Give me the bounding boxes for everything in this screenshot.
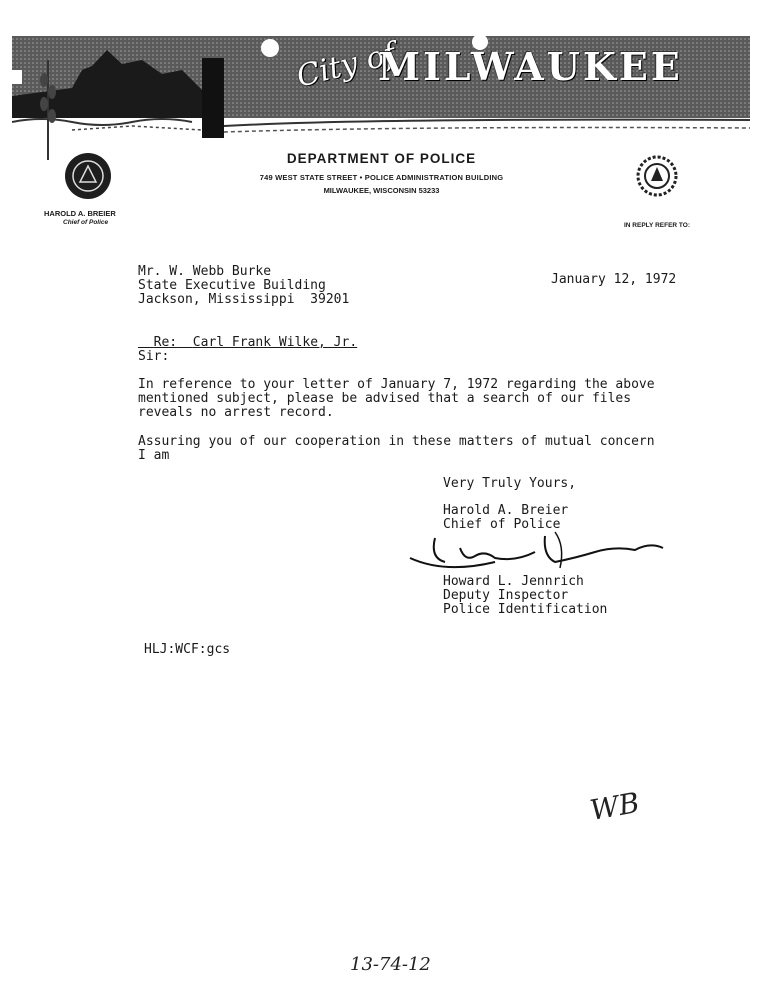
recipient-line: Jackson, Mississippi 39201 [138, 292, 350, 307]
handwritten-signature [405, 528, 670, 576]
closing: Very Truly Yours, [443, 476, 577, 491]
signer-block [443, 575, 607, 617]
signer-line: Howard L. Jennrich [443, 574, 584, 589]
re-line [138, 322, 357, 350]
body-paragraph-2 [138, 435, 655, 463]
chief-name: HAROLD A. BREIER [44, 209, 116, 218]
address-line-2: MILWAUKEE, WISCONSIN 53233 [323, 186, 440, 195]
body-paragraph-1 [138, 378, 655, 420]
refer-to-label: IN REPLY REFER TO: [624, 222, 690, 229]
recipient-line: State Executive Building [138, 278, 326, 293]
signatory-line: Chief of Police [443, 517, 561, 532]
recipient-address [138, 265, 349, 307]
paragraph-line: reveals no arrest record. [138, 405, 334, 420]
re-label: Re: [153, 335, 178, 350]
re-subject: Carl Frank Wilke, Jr. [192, 335, 358, 350]
paragraph-line: I am [138, 448, 170, 463]
signer-line: Deputy Inspector [443, 588, 569, 603]
address-line-1: 749 WEST STATE STREET • POLICE ADMINISTRATION BUILDING [259, 173, 504, 182]
paragraph-line: mentioned subject, please be advised that a search of our files [138, 391, 632, 406]
paragraph-line: In reference to your letter of January 7, 1972 regarding the above [138, 377, 655, 392]
signer-line: Police Identification [443, 602, 608, 617]
department-heading: DEPARTMENT OF POLICE [286, 151, 477, 166]
paragraph-line: Assuring you of our cooperation in these matters of mutual concern [138, 434, 655, 449]
handwritten-initials: WB [587, 785, 642, 828]
wheat-icon [38, 60, 58, 160]
chief-title: Chief of Police [63, 219, 109, 226]
signatory-line: Harold A. Breier [443, 503, 569, 518]
recipient-line: Mr. W. Webb Burke [138, 264, 272, 279]
salutation: Sir: [138, 349, 170, 364]
letter-date: January 12, 1972 [551, 272, 677, 287]
city-prefix: City of [293, 36, 400, 95]
reference-initials: HLJ:WCF:gcs [144, 642, 231, 657]
city-name: MILWAUKEE [378, 44, 683, 89]
handwritten-file-number: 13-74-12 [350, 954, 431, 975]
